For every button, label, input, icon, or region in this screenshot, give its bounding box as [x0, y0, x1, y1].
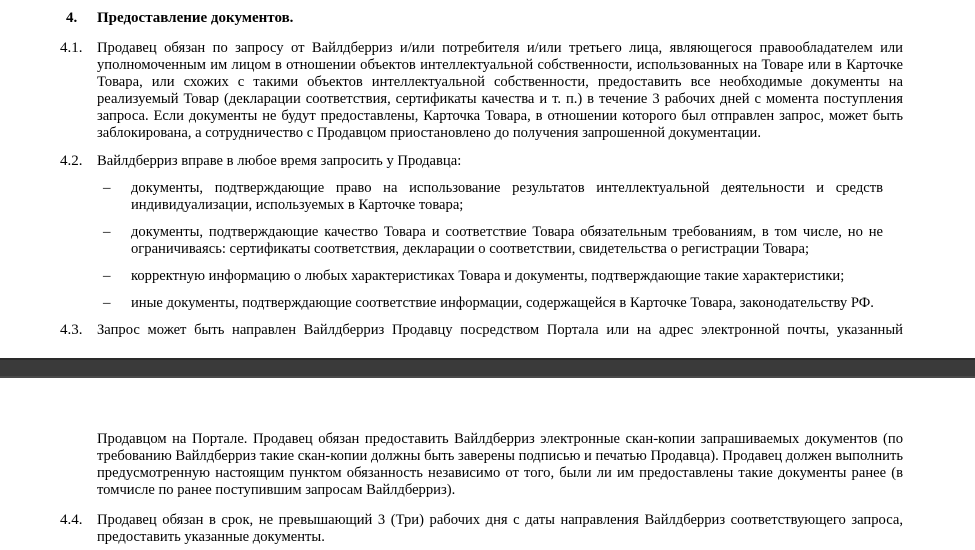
list-item: иные документы, подтверждающие соответствие информации, содержащейся в Карточке Товара, законодательству РФ.: [131, 295, 874, 311]
list-dash: –: [103, 224, 111, 240]
clause-text-4-2: Вайлдберриз вправе в любое время запросить у Продавца:: [97, 153, 462, 169]
list-dash: –: [103, 180, 111, 196]
clause-text-4-1: Продавец обязан по запросу от Вайлдберриз и/или потребителя и/или третьего лица, являющегося правообладателем или уполномоченным им лицом в отношении объектов интеллектуальной собственности, использованных на Товаре или в Карточке Товара, или схожих с такими объектов интеллектуальной собственности, предоставить все необходимые документы на реализуемый Товар (декларации соответствия, сертификаты качества и т. п.) в течение 3 рабочих дней с момента поступления запроса. Если документы не будут предоставлены, Карточка Товара, в отношении которого был отправлен запрос, может быть заблокирована, а сотрудничество с Продавцом приостановлено до получения запрошенной документации.: [97, 40, 903, 141]
list-dash: –: [103, 295, 111, 311]
document-page-2: [0, 378, 975, 550]
section-number: 4.: [66, 10, 78, 26]
clause-number-4-1: 4.1.: [60, 40, 83, 56]
clause-text-4-3-start: Запрос может быть направлен Вайлдберриз Продавцу посредством Портала или на адрес электронной почты, указанный: [97, 322, 903, 338]
clause-text-4-4: Продавец обязан в срок, не превышающий 3 (Три) рабочих дня с даты направления Вайлдберриз соответствующего запроса, предоставить указанные документы.: [97, 512, 903, 545]
list-dash: –: [103, 268, 111, 284]
list-item: корректную информацию о любых характеристиках Товара и документы, подтверждающие такие характеристики;: [131, 268, 845, 284]
list-item: документы, подтверждающие качество Товара и соответствие Товара обязательным требованиям, в том числе, но не ограничиваясь: сертификаты соответствия, декларации о соответствии, свидетельства о регистрации Товара;: [131, 224, 883, 257]
page-break-separator: [0, 358, 975, 380]
section-heading: [66, 10, 293, 27]
section-title: Предоставление документов.: [97, 10, 294, 26]
clause-number-4-3: 4.3.: [60, 322, 83, 338]
clause-number-4-4: 4.4.: [60, 512, 83, 528]
clause-number-4-2: 4.2.: [60, 153, 83, 169]
list-item: документы, подтверждающие право на использование результатов интеллектуальной деятельности и средств индивидуализации, используемых в Карточке товара;: [131, 180, 883, 213]
clause-text-4-3-continued: Продавцом на Портале. Продавец обязан предоставить Вайлдберриз электронные скан-копии запрашиваемых документов (по требованию Вайлдберриз такие скан-копии должны быть заверены подписью и печатью Продавца). Продавец должен выполнить предусмотренную настоящим пунктом обязанность независимо от того, были ли им предоставлены такие документы ранее (в томчисле по ранее поступившим запросам Вайлдберриз).: [97, 431, 903, 498]
